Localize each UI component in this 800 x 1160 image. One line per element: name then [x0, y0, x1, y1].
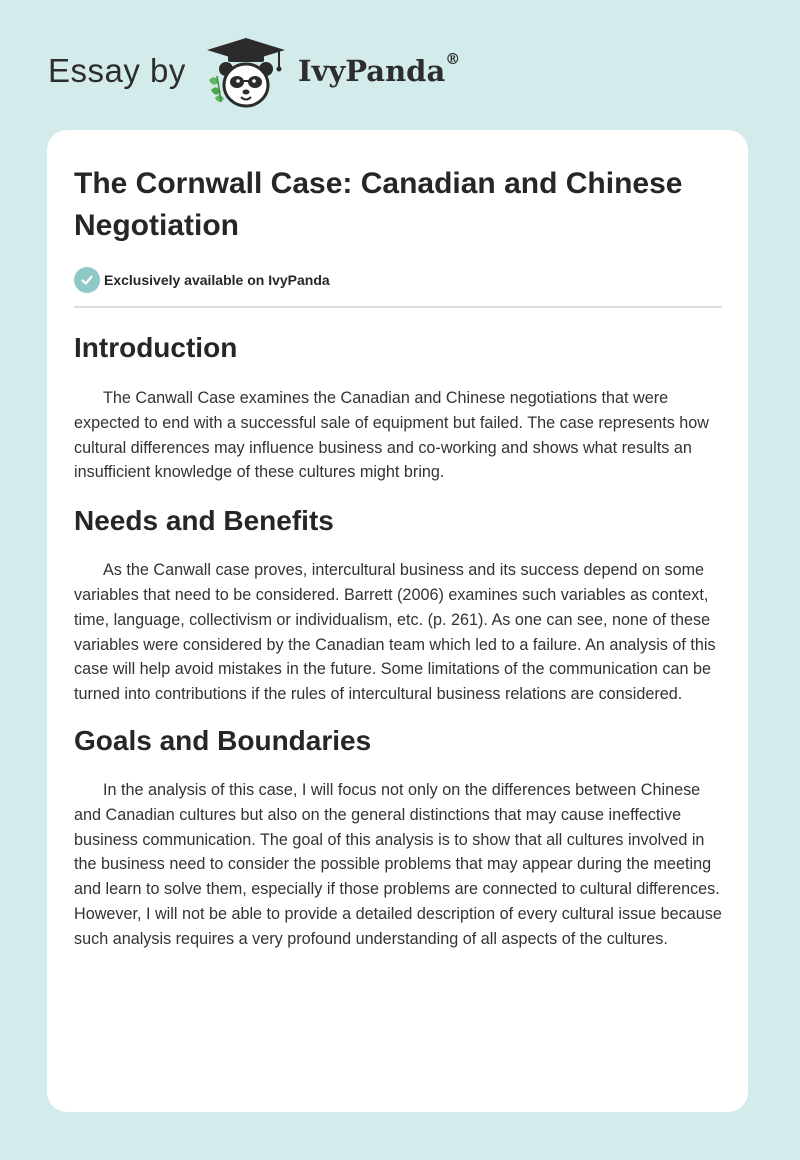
brand-prefix: Essay by: [48, 52, 186, 89]
brand-name-text: IvyPanda: [298, 54, 446, 88]
page-title: The Cornwall Case: Canadian and Chinese Negotiation: [74, 167, 683, 242]
registered-mark: ®: [445, 50, 461, 68]
exclusive-badge: [74, 267, 722, 293]
section-heading-introduction: Introduction: [74, 332, 238, 363]
essay-card: [47, 130, 748, 1112]
section-paragraph-introduction: The Canwall Case examines the Canadian and Chinese negotiations that were expected to end with a successful sale of equipment but failed. The case represents how cultural differences may influence business and co-working and shows what results an insufficient knowledge of these cultures might bring.: [74, 389, 709, 482]
check-badge-icon: [74, 267, 100, 293]
panda-graduate-logo-icon[interactable]: [203, 36, 289, 110]
exclusive-label: Exclusively available on IvyPanda: [104, 272, 330, 288]
brand-name[interactable]: [298, 50, 461, 88]
section-heading-goals-and-boundaries: Goals and Boundaries: [74, 724, 372, 756]
section-paragraph-goals-and-boundaries: In the analysis of this case, I will focus not only on the differences between Chinese and Canadian cultures but also on the general distinctions that may cause ineffective business communication. The goal of this analysis is to show that all cultures involved in the business need to consider the possible problems that may appear during the meeting and learn to solve them, especially if those problems are connected to cultural differences. However, I will not be able to provide a detailed description of every cultural issue because such analysis requires a very profound understanding of all aspects of the cultures.: [74, 780, 722, 948]
section-heading-needs-and-benefits: Needs and Benefits: [74, 505, 334, 537]
section-paragraph-needs-and-benefits: As the Canwall case proves, intercultural business and its success depend on some variables that need to be considered. Barrett (2006) examines such variables as context, time, language, collectivism or individualism, etc. (p. 261). As one can see, none of these variables were considered by the Canadian team which led to a failure. An analysis of this case will help avoid mistakes in the future. Some limitations of the communication can be turned into contributions if the rules of intercultural business relations are considered.: [74, 561, 716, 704]
divider: [74, 306, 722, 308]
site-header: [48, 36, 508, 110]
